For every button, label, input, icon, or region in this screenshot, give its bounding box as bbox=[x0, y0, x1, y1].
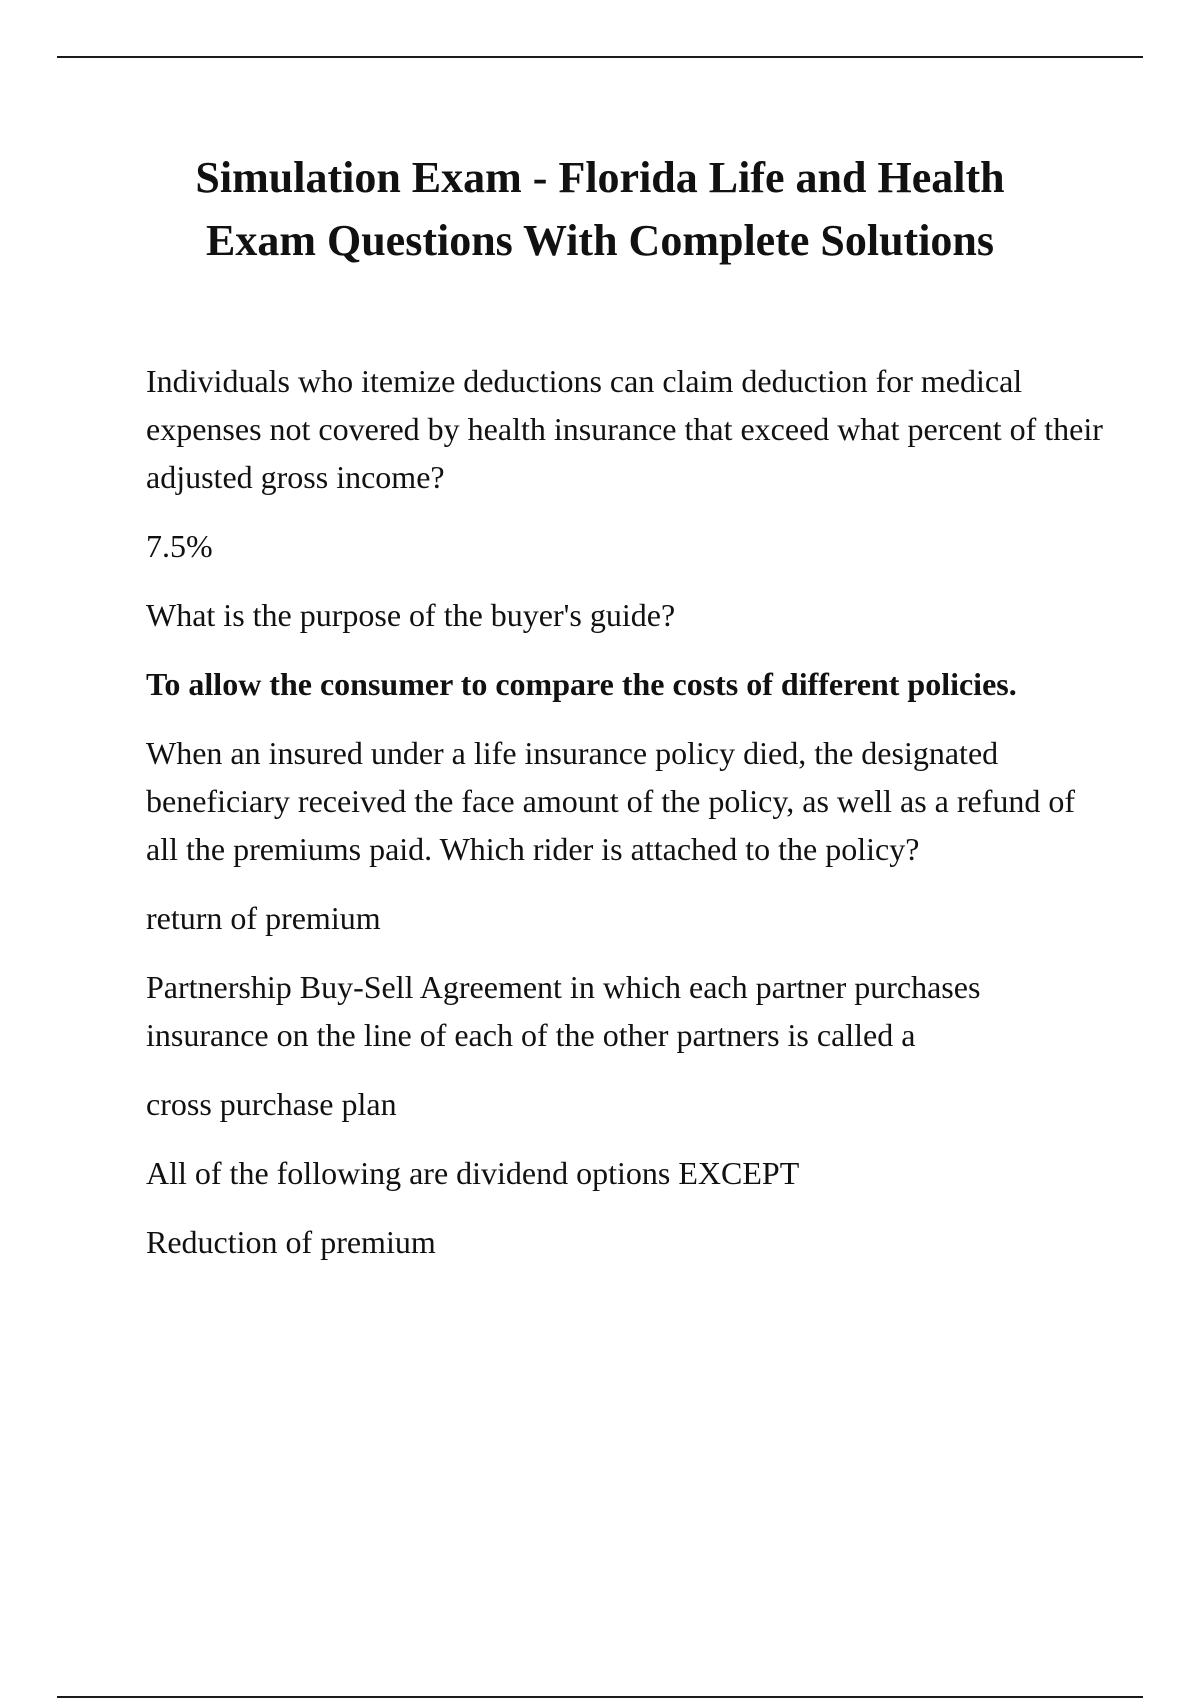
question-5: All of the following are dividend options EXCEPT bbox=[146, 1155, 800, 1191]
question-3: When an insured under a life insurance policy died, the designated beneficiary received the face amount of the policy, as well as a refund of all the premiums paid. Which rider is attached to the policy? bbox=[146, 735, 1076, 867]
answer-1: 7.5% bbox=[146, 528, 213, 564]
answer-2: To allow the consumer to compare the costs of different policies. bbox=[146, 666, 1017, 702]
title-line-2: Exam Questions With Complete Solutions bbox=[205, 216, 995, 265]
qa-list bbox=[146, 357, 1106, 1287]
answer-3: return of premium bbox=[146, 900, 381, 936]
title-line-1: Simulation Exam - Florida Life and Health bbox=[195, 153, 1005, 202]
document-title bbox=[60, 146, 1140, 272]
question-1: Individuals who itemize deductions can claim deduction for medical expenses not covered by health insurance that exceed what percent of their adjusted gross income? bbox=[146, 363, 1103, 495]
top-divider bbox=[57, 56, 1143, 58]
bottom-divider bbox=[57, 1696, 1143, 1698]
answer-4: cross purchase plan bbox=[146, 1086, 397, 1122]
answer-5: Reduction of premium bbox=[146, 1224, 436, 1260]
question-2: What is the purpose of the buyer's guide? bbox=[146, 597, 676, 633]
question-4: Partnership Buy-Sell Agreement in which each partner purchases insurance on the line of each of the other partners is called a bbox=[146, 969, 981, 1053]
